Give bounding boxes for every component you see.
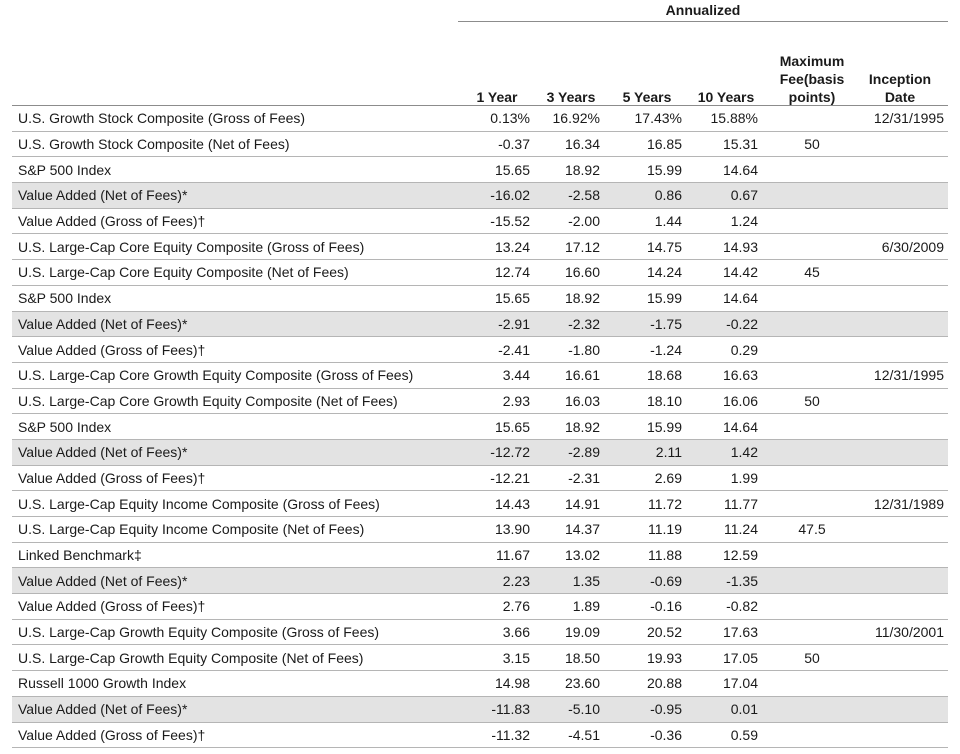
value-1-year: 3.66 [458, 619, 536, 645]
inception-date [860, 542, 948, 568]
value-5-years: 0.86 [606, 183, 688, 209]
value-1-year: 3.44 [458, 362, 536, 388]
value-10-years: 14.64 [688, 414, 764, 440]
table-row [12, 594, 948, 620]
value-3-years: 16.34 [536, 131, 606, 157]
value-1-year: -2.91 [458, 311, 536, 337]
value-10-years: 1.42 [688, 439, 764, 465]
value-5-years: 20.88 [606, 671, 688, 697]
inception-date [860, 285, 948, 311]
table-row [12, 439, 948, 465]
value-5-years: 2.69 [606, 465, 688, 491]
value-3-years: 13.02 [536, 542, 606, 568]
inception-date [860, 208, 948, 234]
value-10-years: 17.63 [688, 619, 764, 645]
value-1-year: 13.90 [458, 517, 536, 543]
inception-date [860, 465, 948, 491]
value-10-years: 14.42 [688, 260, 764, 286]
inception-date [860, 183, 948, 209]
value-1-year: 14.43 [458, 491, 536, 517]
value-3-years: 16.60 [536, 260, 606, 286]
table-row [12, 517, 948, 543]
value-1-year: 3.15 [458, 645, 536, 671]
inception-date [860, 671, 948, 697]
value-1-year: 2.76 [458, 594, 536, 620]
value-3-years: -5.10 [536, 696, 606, 722]
max-fee [764, 568, 860, 594]
value-5-years: 15.99 [606, 414, 688, 440]
inception-date [860, 594, 948, 620]
max-fee [764, 311, 860, 337]
table-row [12, 619, 948, 645]
value-10-years: 16.06 [688, 388, 764, 414]
col-header-3-years: 3 Years [546, 89, 596, 105]
inception-date [860, 722, 948, 748]
inception-date [860, 568, 948, 594]
value-3-years: 14.91 [536, 491, 606, 517]
max-fee [764, 594, 860, 620]
value-1-year: -2.41 [458, 337, 536, 363]
value-5-years: -1.75 [606, 311, 688, 337]
row-label: S&P 500 Index [12, 414, 458, 440]
value-10-years: 1.24 [688, 208, 764, 234]
value-5-years: -0.16 [606, 594, 688, 620]
value-10-years: 15.88% [688, 106, 764, 131]
value-1-year: 15.65 [458, 414, 536, 440]
max-fee [764, 362, 860, 388]
table-row [12, 106, 948, 131]
value-1-year: -11.83 [458, 696, 536, 722]
row-label: Value Added (Net of Fees)* [12, 183, 458, 209]
inception-date [860, 696, 948, 722]
row-label: U.S. Large-Cap Core Growth Equity Composite (Gross of Fees) [12, 362, 458, 388]
max-fee [764, 337, 860, 363]
value-10-years: -0.82 [688, 594, 764, 620]
value-10-years: 11.24 [688, 517, 764, 543]
value-5-years: -0.95 [606, 696, 688, 722]
row-label: U.S. Growth Stock Composite (Gross of Fees) [12, 106, 458, 131]
row-label: Value Added (Gross of Fees)† [12, 337, 458, 363]
value-10-years: 14.64 [688, 285, 764, 311]
col-header-10-years: 10 Years [697, 89, 755, 105]
row-label: Value Added (Net of Fees)* [12, 311, 458, 337]
value-1-year: 0.13% [458, 106, 536, 131]
max-fee: 50 [764, 645, 860, 671]
value-10-years: 12.59 [688, 542, 764, 568]
value-1-year: -12.72 [458, 439, 536, 465]
row-label: U.S. Large-Cap Core Growth Equity Composite (Net of Fees) [12, 388, 458, 414]
table-row [12, 183, 948, 209]
value-5-years: 11.88 [606, 542, 688, 568]
row-label: Russell 1000 Growth Index [12, 671, 458, 697]
value-1-year: -12.21 [458, 465, 536, 491]
table-row [12, 208, 948, 234]
value-5-years: 17.43% [606, 106, 688, 131]
inception-date: 6/30/2009 [860, 234, 948, 260]
max-fee [764, 414, 860, 440]
value-10-years: 17.05 [688, 645, 764, 671]
value-10-years: -0.22 [688, 311, 764, 337]
value-1-year: -15.52 [458, 208, 536, 234]
row-label: U.S. Large-Cap Core Equity Composite (Net of Fees) [12, 260, 458, 286]
table-row [12, 285, 948, 311]
inception-date: 12/31/1989 [860, 491, 948, 517]
value-5-years: -0.36 [606, 722, 688, 748]
table-row [12, 157, 948, 183]
inception-date [860, 517, 948, 543]
row-label: U.S. Large-Cap Core Equity Composite (Gross of Fees) [12, 234, 458, 260]
value-3-years: -2.00 [536, 208, 606, 234]
inception-date [860, 311, 948, 337]
value-5-years: 11.72 [606, 491, 688, 517]
table-row [12, 696, 948, 722]
inception-date [860, 337, 948, 363]
row-label: U.S. Large-Cap Growth Equity Composite (Gross of Fees) [12, 619, 458, 645]
value-5-years: 2.11 [606, 439, 688, 465]
value-5-years: 11.19 [606, 517, 688, 543]
value-1-year: 15.65 [458, 285, 536, 311]
row-label: U.S. Large-Cap Equity Income Composite (Gross of Fees) [12, 491, 458, 517]
row-label: Value Added (Gross of Fees)† [12, 208, 458, 234]
value-10-years: -1.35 [688, 568, 764, 594]
value-3-years: 16.92% [536, 106, 606, 131]
value-3-years: 19.09 [536, 619, 606, 645]
row-label: U.S. Large-Cap Equity Income Composite (Net of Fees) [12, 517, 458, 543]
row-label: Value Added (Net of Fees)* [12, 568, 458, 594]
max-fee [764, 234, 860, 260]
max-fee [764, 696, 860, 722]
value-5-years: 20.52 [606, 619, 688, 645]
max-fee [764, 491, 860, 517]
value-3-years: 18.50 [536, 645, 606, 671]
value-1-year: 12.74 [458, 260, 536, 286]
max-fee [764, 157, 860, 183]
value-3-years: 1.35 [536, 568, 606, 594]
value-5-years: -1.24 [606, 337, 688, 363]
value-10-years: 14.93 [688, 234, 764, 260]
max-fee [764, 722, 860, 748]
table-row [12, 491, 948, 517]
table-row [12, 362, 948, 388]
value-1-year: 13.24 [458, 234, 536, 260]
table-row [12, 645, 948, 671]
value-3-years: -4.51 [536, 722, 606, 748]
value-1-year: 2.23 [458, 568, 536, 594]
max-fee: 50 [764, 131, 860, 157]
value-3-years: 18.92 [536, 157, 606, 183]
inception-date [860, 157, 948, 183]
table-row [12, 542, 948, 568]
table-row [12, 414, 948, 440]
value-10-years: 1.99 [688, 465, 764, 491]
col-header-max-fee: Maximum Fee(basis points) [779, 53, 845, 105]
max-fee [764, 671, 860, 697]
inception-date: 11/30/2001 [860, 619, 948, 645]
value-3-years: -2.31 [536, 465, 606, 491]
max-fee [764, 285, 860, 311]
inception-date [860, 645, 948, 671]
row-label: Value Added (Net of Fees)* [12, 696, 458, 722]
value-5-years: 14.24 [606, 260, 688, 286]
value-10-years: 0.67 [688, 183, 764, 209]
table-row [12, 131, 948, 157]
value-5-years: 15.99 [606, 285, 688, 311]
max-fee [764, 208, 860, 234]
value-10-years: 14.64 [688, 157, 764, 183]
value-5-years: 15.99 [606, 157, 688, 183]
value-10-years: 11.77 [688, 491, 764, 517]
inception-date [860, 388, 948, 414]
annualized-header: Annualized [458, 0, 948, 22]
value-3-years: -2.58 [536, 183, 606, 209]
value-10-years: 16.63 [688, 362, 764, 388]
inception-date: 12/31/1995 [860, 362, 948, 388]
value-1-year: 2.93 [458, 388, 536, 414]
row-label: U.S. Growth Stock Composite (Net of Fees) [12, 131, 458, 157]
table-row [12, 337, 948, 363]
row-label: Value Added (Net of Fees)* [12, 439, 458, 465]
value-3-years: -1.80 [536, 337, 606, 363]
table-row [12, 311, 948, 337]
row-label: Value Added (Gross of Fees)† [12, 465, 458, 491]
value-3-years: -2.89 [536, 439, 606, 465]
max-fee [764, 183, 860, 209]
value-5-years: 16.85 [606, 131, 688, 157]
value-3-years: 14.37 [536, 517, 606, 543]
value-5-years: 18.68 [606, 362, 688, 388]
value-10-years: 0.01 [688, 696, 764, 722]
performance-table-body [12, 106, 948, 748]
max-fee [764, 465, 860, 491]
performance-table [12, 106, 948, 748]
value-1-year: 14.98 [458, 671, 536, 697]
value-5-years: 14.75 [606, 234, 688, 260]
value-3-years: 18.92 [536, 285, 606, 311]
max-fee [764, 439, 860, 465]
value-3-years: 23.60 [536, 671, 606, 697]
inception-date [860, 131, 948, 157]
value-1-year: 15.65 [458, 157, 536, 183]
value-1-year: -0.37 [458, 131, 536, 157]
value-1-year: -16.02 [458, 183, 536, 209]
inception-date: 12/31/1995 [860, 106, 948, 131]
value-1-year: -11.32 [458, 722, 536, 748]
value-3-years: 17.12 [536, 234, 606, 260]
value-3-years: 1.89 [536, 594, 606, 620]
row-label: Value Added (Gross of Fees)† [12, 722, 458, 748]
col-header-inception-date: Inception Date [868, 71, 932, 105]
value-5-years: 18.10 [606, 388, 688, 414]
value-3-years: 16.61 [536, 362, 606, 388]
table-row [12, 722, 948, 748]
col-header-1-year: 1 Year [476, 89, 518, 105]
table-row [12, 234, 948, 260]
max-fee: 45 [764, 260, 860, 286]
value-3-years: 16.03 [536, 388, 606, 414]
value-10-years: 0.59 [688, 722, 764, 748]
value-10-years: 15.31 [688, 131, 764, 157]
table-row [12, 568, 948, 594]
value-1-year: 11.67 [458, 542, 536, 568]
max-fee [764, 542, 860, 568]
max-fee [764, 106, 860, 131]
table-row [12, 671, 948, 697]
inception-date [860, 260, 948, 286]
value-10-years: 17.04 [688, 671, 764, 697]
value-5-years: -0.69 [606, 568, 688, 594]
max-fee: 50 [764, 388, 860, 414]
value-5-years: 19.93 [606, 645, 688, 671]
inception-date [860, 439, 948, 465]
row-label: Value Added (Gross of Fees)† [12, 594, 458, 620]
row-label: S&P 500 Index [12, 285, 458, 311]
table-row [12, 260, 948, 286]
max-fee: 47.5 [764, 517, 860, 543]
col-header-5-years: 5 Years [622, 89, 672, 105]
value-5-years: 1.44 [606, 208, 688, 234]
value-3-years: 18.92 [536, 414, 606, 440]
max-fee [764, 619, 860, 645]
row-label: Linked Benchmark‡ [12, 542, 458, 568]
inception-date [860, 414, 948, 440]
value-10-years: 0.29 [688, 337, 764, 363]
row-label: U.S. Large-Cap Growth Equity Composite (Net of Fees) [12, 645, 458, 671]
table-row [12, 388, 948, 414]
row-label: S&P 500 Index [12, 157, 458, 183]
table-row [12, 465, 948, 491]
value-3-years: -2.32 [536, 311, 606, 337]
